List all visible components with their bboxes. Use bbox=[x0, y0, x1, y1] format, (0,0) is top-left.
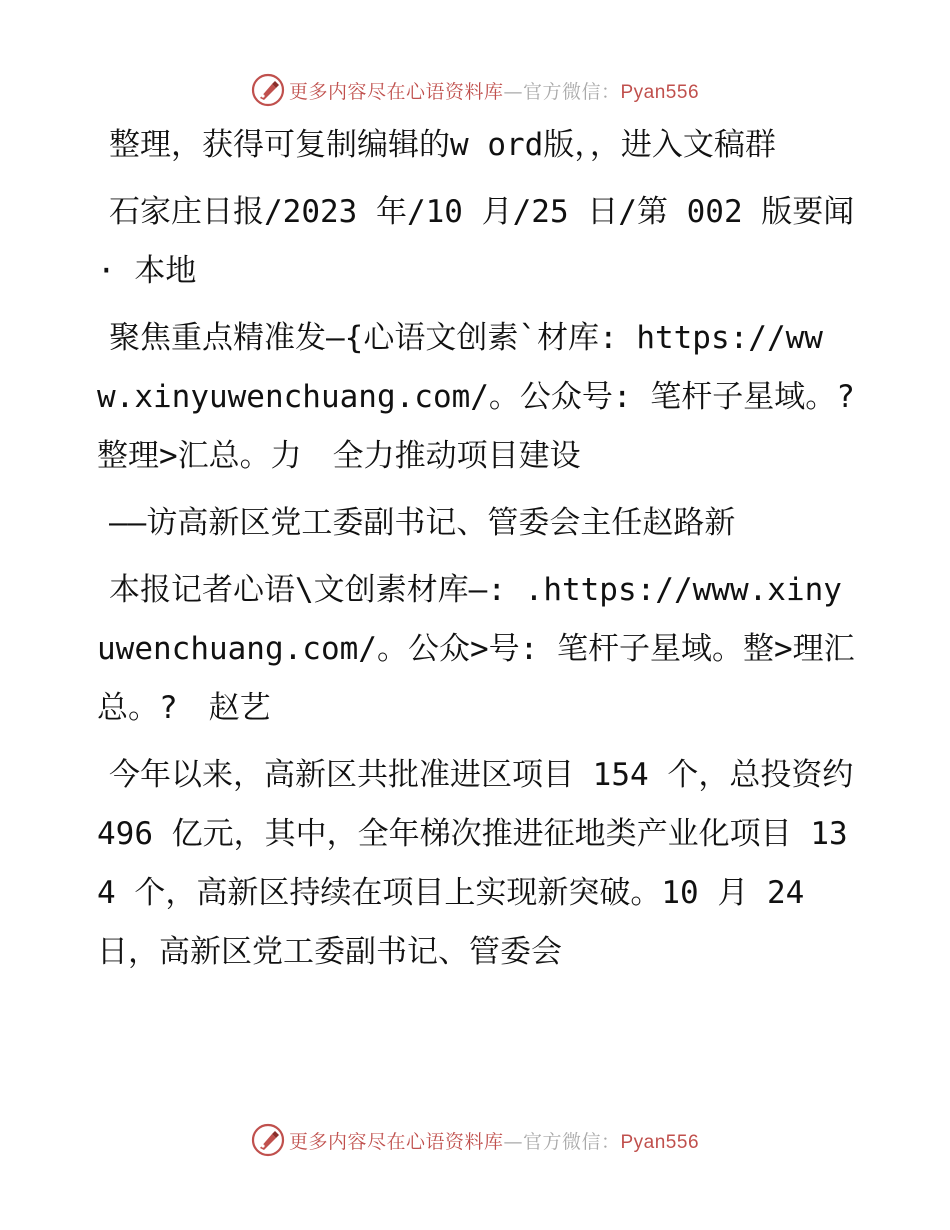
footer-wechat-label: 官方微信： bbox=[522, 1130, 621, 1153]
footer-wechat-handle: Pyan556 bbox=[620, 1131, 700, 1153]
pen-logo-icon bbox=[251, 1123, 285, 1157]
paragraph-headline: 聚焦重点精准发—{心语文创素`材库: https://www.xinyuwenchuang.com/。公众号: 笔杆子星域。?整理>汇总。力 全力推动项目建设 bbox=[97, 320, 855, 474]
footer-banner-text bbox=[289, 1127, 699, 1154]
footer-brand-text: 更多内容尽在心语资料库 bbox=[288, 1130, 504, 1153]
header-wechat-label: 官方微信： bbox=[522, 80, 621, 103]
header-banner bbox=[0, 70, 950, 110]
paragraph-byline: 本报记者心语\文创素材库—: .https://www.xinyuwenchuang.com/。公众>号: 笔杆子星域。整>理汇总。? 赵艺 bbox=[97, 572, 855, 726]
header-wechat-handle: Pyan556 bbox=[620, 81, 700, 103]
footer-banner bbox=[0, 1120, 950, 1160]
paragraph-intro: 整理，获得可复制编辑的w ord版，，进入文稿群 bbox=[109, 127, 776, 163]
paragraph-subtitle: ——访高新区党工委副书记、管委会主任赵路新 bbox=[109, 505, 736, 541]
footer-separator: — bbox=[503, 1130, 523, 1153]
pen-logo-icon bbox=[251, 73, 285, 107]
header-brand-text: 更多内容尽在心语资料库 bbox=[288, 80, 504, 103]
document-body bbox=[97, 116, 872, 990]
header-banner-text bbox=[289, 77, 699, 104]
paragraph-source: 石家庄日报/2023 年/10 月/25 日/第 002 版要闻· 本地 bbox=[97, 194, 855, 289]
header-separator: — bbox=[503, 80, 523, 103]
paragraph-body: 今年以来，高新区共批准进区项目 154 个，总投资约 496 亿元，其中，全年梯次推进征地类产业化项目 134 个，高新区持续在项目上实现新突破。10 月 24 日，高新区党工委副书记、管委会 bbox=[97, 757, 872, 970]
